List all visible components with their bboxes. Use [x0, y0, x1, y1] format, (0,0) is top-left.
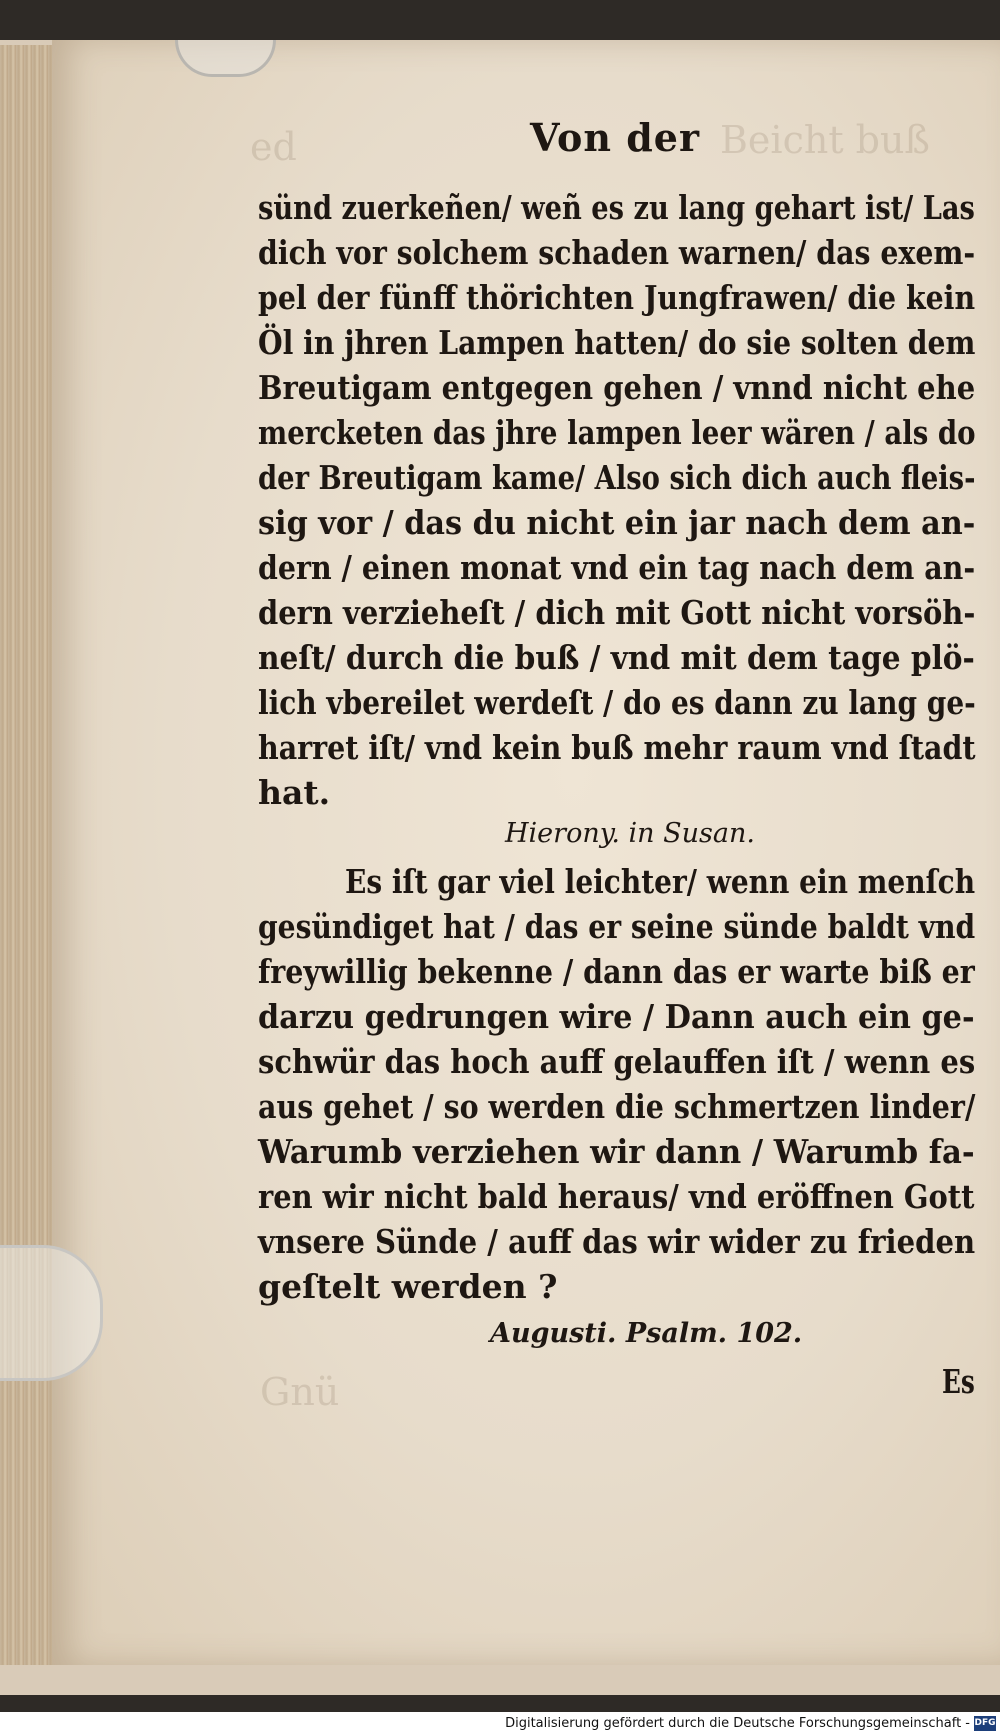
dfg-logo: DFG [974, 1716, 996, 1731]
catchword: Es [942, 1362, 975, 1401]
text-line: dich vor solchem schaden warnen/ das exem- [258, 233, 976, 272]
text-line: Öl in jhren Lampen hatten/ do sie solten dem [258, 323, 976, 362]
text-line: hat. [258, 773, 331, 812]
text-line: harret iſt/ vnd kein buß mehr raum vnd ſtadt [258, 728, 976, 767]
text-line: lich vbereilet werdeſt / do es dann zu lang ge- [258, 683, 976, 722]
citation: Augusti. Psalm. 102. [490, 1318, 803, 1349]
text-line: dern / einen monat vnd ein tag nach dem an- [258, 548, 976, 587]
citation: Hierony. in Susan. [505, 818, 755, 849]
page-edges [0, 45, 60, 1665]
text-line: dern verzieheſt / dich mit Gott nicht vorsöh- [258, 593, 976, 632]
text-line: Breutigam entgegen gehen / vnnd nicht ehe [258, 368, 976, 407]
text-line: darzu gedrungen wire / Dann auch ein ge- [258, 997, 975, 1036]
bleed-through-text: ed [250, 125, 297, 169]
text-line: schwür das hoch auff gelauffen iſt / wenn es [258, 1042, 976, 1081]
text-line: pel der fünff thörichten Jungfrawen/ die kein [258, 278, 976, 317]
text-line: neſt/ durch die buß / vnd mit dem tage plö- [258, 638, 975, 677]
side-clip [0, 1245, 103, 1381]
bleed-through-text: Gnü [260, 1370, 340, 1414]
running-title: Von der [530, 115, 700, 160]
text-line: der Breutigam kame/ Also sich dich auch fleis- [258, 458, 976, 497]
text-line: Es iſt gar viel leichter/ wenn ein menſch [345, 862, 976, 901]
text-line: mercketen das jhre lampen leer wären / als do [258, 413, 976, 452]
text-line: geſtelt werden ? [258, 1267, 558, 1306]
text-line: sünd zuerkeñen/ weñ es zu lang gehart ist/ Las [258, 188, 975, 227]
text-line: Warumb verziehen wir dann / Warumb fa- [258, 1132, 975, 1171]
text-line: aus gehet / so werden die schmertzen linder/ [258, 1087, 976, 1126]
text-line: sig vor / das du nicht ein jar nach dem an- [258, 503, 976, 542]
text-line: vnsere Sünde / auff das wir wider zu frieden [258, 1222, 976, 1261]
text-line: freywillig bekenne / dann das er warte biß er [258, 952, 975, 991]
text-line: ren wir nicht bald heraus/ vnd eröffnen Gott [258, 1177, 975, 1216]
funding-credit: Digitalisierung gefördert durch die Deutsche Forschungsgemeinschaft - [505, 1716, 970, 1731]
text-line: gesündiget hat / das er seine sünde baldt vnd [258, 907, 976, 946]
bleed-through-text: Beicht buß [720, 118, 930, 162]
